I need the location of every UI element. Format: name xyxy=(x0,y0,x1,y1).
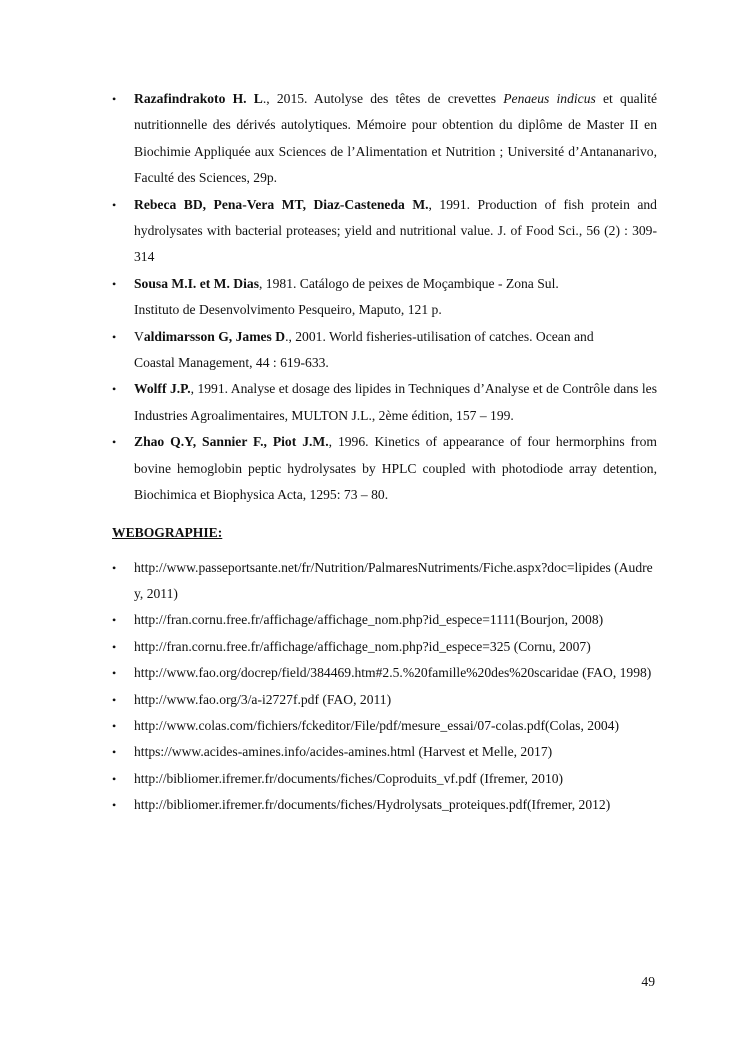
references-section xyxy=(112,86,657,819)
web-link-item[interactable] xyxy=(112,792,657,818)
reference-author: Zhao Q.Y, Sannier F., Piot J.M. xyxy=(134,434,329,450)
reference-item xyxy=(112,376,657,429)
reference-item xyxy=(112,86,657,192)
bullet: • xyxy=(112,639,117,654)
reference-author: aldimarsson G, James D xyxy=(143,328,286,344)
web-link-item[interactable] xyxy=(112,687,657,713)
bullet: • xyxy=(112,771,117,786)
reference-item xyxy=(112,429,657,508)
web-link-item[interactable] xyxy=(112,713,657,739)
webography-heading: WEBOGRAPHIE: xyxy=(112,524,223,540)
page-number: 49 xyxy=(641,974,655,989)
web-link[interactable]: https://www.acides-amines.info/acides-amines.html (Harvest et Melle, 2017) xyxy=(134,744,553,760)
bullet: • xyxy=(112,613,117,628)
web-link[interactable]: http://www.fao.org/3/a-i2727f.pdf (FAO, 2011) xyxy=(134,691,392,707)
web-link[interactable]: http://bibliomer.ifremer.fr/documents/fiches/Hydrolysats_proteiques.pdf(Ifremer, 2012) xyxy=(134,797,611,813)
reference-text: ., 2001. World fisheries-utilisation of catches. Ocean and xyxy=(285,328,594,344)
bibliography-list xyxy=(112,86,657,509)
reference-author: Razafindrakoto H. L xyxy=(134,91,263,106)
bullet: • xyxy=(112,692,117,707)
reference-item xyxy=(112,324,657,377)
bullet: • xyxy=(112,197,117,212)
web-link[interactable]: http://www.passeportsante.net/fr/Nutrition/PalmaresNutriments/Fiche.aspx?doc=lipides (Audrey, 2011) xyxy=(134,559,653,601)
web-link[interactable]: http://fran.cornu.free.fr/affichage/affichage_nom.php?id_espece=325 (Cornu, 2007) xyxy=(134,638,591,654)
reference-text: , 1996. Kinetics of appearance of four hermorphins from bovine hemoglobin peptic hydrolysates by HPLC coupled with photodiode array detention, Biochimica et Biophysica Acta, 1295: 73 – 80. xyxy=(134,434,657,503)
web-link[interactable]: http://www.colas.com/fichiers/fckeditor/File/pdf/mesure_essai/07-colas.pdf(Colas, 2004) xyxy=(134,717,619,733)
bullet: • xyxy=(112,382,117,397)
reference-text-line2: Instituto de Desenvolvimento Pesqueiro, Maputo, 121 p. xyxy=(134,302,442,318)
web-link[interactable]: http://fran.cornu.free.fr/affichage/affichage_nom.php?id_espece=1111(Bourjon, 2008) xyxy=(134,612,604,628)
web-link-item[interactable] xyxy=(112,634,657,660)
web-link[interactable]: http://bibliomer.ifremer.fr/documents/fiches/Coproduits_vf.pdf (Ifremer, 2010) xyxy=(134,770,564,786)
reference-author: Rebeca BD, Pena-Vera MT, Diaz-Casteneda M. xyxy=(134,196,429,212)
bullet: • xyxy=(112,329,117,344)
bullet: • xyxy=(112,92,117,106)
reference-text: , 1991. Production of fish protein and hydrolysates with bacterial proteases; yield and nutritional value. J. of Food Sci., 56 (2) : 309-314 xyxy=(134,196,657,265)
bullet: • xyxy=(112,560,117,575)
species-name: Penaeus indicus xyxy=(503,91,596,106)
bullet: • xyxy=(112,798,117,813)
web-link-item[interactable] xyxy=(112,739,657,765)
web-link[interactable]: http://www.fao.org/docrep/field/384469.htm#2.5.%20famille%20des%20scaridae (FAO, 1998) xyxy=(134,665,652,681)
reference-text: , 1981. Catálogo de peixes de Moçambique - Zona Sul. xyxy=(259,275,559,291)
reference-author: Wolff J.P. xyxy=(134,381,191,397)
web-link-item[interactable] xyxy=(112,555,657,608)
bullet: • xyxy=(112,718,117,733)
web-link-item[interactable] xyxy=(112,607,657,633)
bullet: • xyxy=(112,276,117,291)
bullet: • xyxy=(112,435,117,450)
bullet: • xyxy=(112,745,117,760)
reference-author: Sousa M.I. et M. Dias xyxy=(134,275,259,291)
reference-text: et qualité nutritionnelle des dérivés autolytiques. Mémoire pour obtention du diplôme de Master II en Biochimie Appliquée aux Sciences de l’Alimentation et Nutrition ; Université d’Antananarivo, Faculté des Sciences, 29p. xyxy=(134,91,658,186)
reference-text: , 1991. Analyse et dosage des lipides in Techniques d’Analyse et de Contrôle dans les Industries Agroalimentaires, MULTON J.L., 2ème édition, 157 – 199. xyxy=(134,381,657,423)
bullet: • xyxy=(112,666,117,681)
reference-text-line2: Coastal Management, 44 : 619-633. xyxy=(134,355,329,371)
web-link-item[interactable] xyxy=(112,660,657,686)
reference-item xyxy=(112,192,657,271)
web-link-item[interactable] xyxy=(112,766,657,792)
reference-item xyxy=(112,271,657,324)
reference-text: ., 2015. Autolyse des têtes de crevettes xyxy=(262,91,504,106)
webography-list xyxy=(112,555,657,819)
reference-author-initial: V xyxy=(134,328,144,344)
